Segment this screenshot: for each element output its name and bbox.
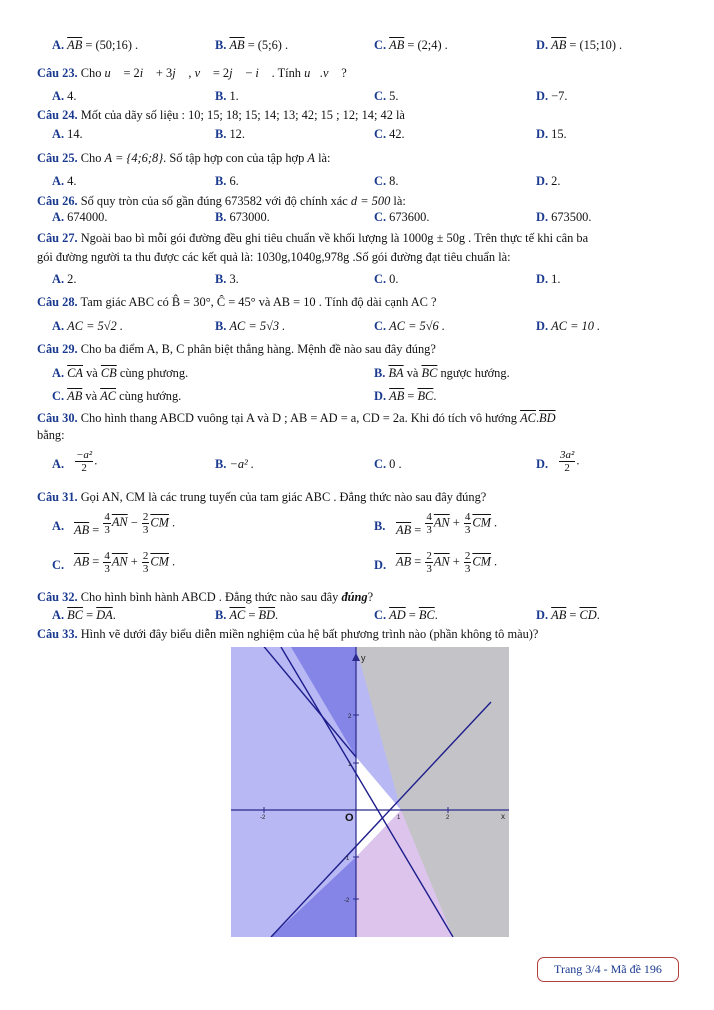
coef-den: 3	[464, 524, 471, 536]
q32-stem	[37, 590, 373, 605]
q23-option-c: 5.	[389, 89, 399, 103]
y-axis-label: y	[361, 653, 366, 663]
q22-b-vector: $\overline{AB}$	[229, 38, 245, 52]
q24-text: Mốt của dãy số liệu : 10; 15; 18; 15; 14; 13; 42; 15 ; 12; 14; 42 là	[80, 108, 405, 122]
coef-den: 3	[142, 563, 149, 575]
q28-option-b: AC = 5√3 .	[229, 319, 286, 333]
option-letter-d: D.	[536, 127, 549, 141]
q29-c-conj: và	[82, 389, 101, 403]
vec-ab: $\overline{AB}$	[74, 554, 90, 569]
option-letter-a: A.	[52, 519, 65, 533]
coef-frac	[425, 511, 433, 536]
coef-frac	[142, 550, 150, 575]
q22-b-value: = (5;6) .	[244, 38, 289, 52]
q31-options-ab	[52, 511, 692, 545]
q29-stem	[37, 342, 436, 357]
q24-option-b: 12.	[229, 127, 245, 141]
q23-option-d: −7.	[551, 89, 568, 103]
q23-vector-u: u⃗	[104, 66, 121, 80]
coef-frac	[103, 511, 111, 536]
question-label: Câu 23.	[37, 66, 78, 80]
option-letter-b: B.	[215, 608, 227, 622]
coef-den: 3	[104, 524, 110, 536]
q33-stem	[37, 627, 538, 642]
q27-text-line1: Ngoài bao bì mỗi gói đường đều ghi tiêu chuẩn về khối lượng là 1000g ± 50g . Trên thực tế khi cân ba	[80, 231, 589, 245]
coef-den: 3	[464, 563, 471, 575]
q25-option-d: 2.	[551, 174, 561, 188]
option-letter-a: A.	[52, 272, 65, 286]
q25-option-c: 8.	[389, 174, 399, 188]
x-axis-label: x	[501, 812, 505, 821]
question-label: Câu 25.	[37, 151, 78, 165]
option-letter-d: D.	[536, 89, 549, 103]
q31-option-a: $\overline{AB}$ = $\frac{4}{3}$ $\overline{AN}$ − $\frac{2}{3}$ $\overline{CM}$ .	[74, 511, 176, 538]
vec-an: $\overline{AN}$	[433, 515, 450, 530]
q22-d-vector: $\overline{AB}$	[551, 38, 567, 52]
q31-option-b: $\overline{AB}$ = $\frac{4}{3}$ $\overline{AN}$ + $\frac{4}{3}$ $\overline{CM}$ .	[396, 511, 498, 538]
q30-d-fraction	[559, 449, 575, 474]
option-letter-d: D.	[536, 457, 549, 471]
option-letter-a: A.	[52, 174, 65, 188]
q29-b-vec1: $\overline{BA}$	[388, 366, 404, 380]
question-label: Câu 30.	[37, 411, 78, 425]
q30-options: A. $\frac{\text{−a²}}{2}$ . B. −a² . C. 0 . D. $\frac{\text{3a²}}{2}$ .	[52, 449, 580, 474]
q22-a-value: = (50;16) .	[82, 38, 139, 52]
q27-option-c: 0.	[389, 272, 399, 286]
q30-option-c: 0 .	[389, 457, 402, 471]
q26-option-c: 673600.	[389, 210, 430, 224]
tick-label-y-2: 2	[348, 714, 352, 720]
q25-set: A = {4;6;8}	[104, 151, 164, 165]
option-letter-c: C.	[52, 389, 65, 403]
coef-num: 2	[426, 550, 432, 562]
question-label: Câu 24.	[37, 108, 78, 122]
q25-option-a: 4.	[67, 174, 77, 188]
q24-option-d: 15.	[551, 127, 567, 141]
q29-c-vec1: $\overline{AB}$	[67, 389, 83, 403]
q25-text: Cho	[80, 151, 102, 165]
tick-label-y-m1: -1	[344, 856, 350, 862]
q31-options-cd	[52, 550, 692, 584]
q31-option-c: $\overline{AB}$ = $\frac{4}{3}$ $\overline{AN}$ + $\frac{2}{3}$ $\overline{CM}$ .	[74, 550, 176, 575]
vec-an: $\overline{AN}$	[433, 554, 450, 569]
coef-num: 4	[104, 550, 110, 562]
q26-text-tail: là:	[393, 194, 406, 208]
q29-text: Cho ba điểm A, B, C phân biệt thẳng hàng. Mệnh đề nào sau đây đúng?	[80, 342, 436, 356]
option-letter-b: B.	[215, 272, 227, 286]
q29-a-vec1: $\overline{CA}$	[67, 366, 83, 380]
q32-b-vec2: $\overline{BD}$	[258, 608, 276, 622]
option-letter-b: B.	[374, 366, 386, 380]
q29-d-eq: =	[404, 389, 418, 403]
option-letter-b: B.	[215, 319, 227, 333]
q23-option-a: 4.	[67, 89, 77, 103]
q23-text-tail: . Tính	[271, 66, 301, 80]
q33-text: Hình vẽ dưới đây biểu diễn miền nghiệm của hệ bất phương trình nào (phần không tô màu)?	[80, 627, 539, 641]
option-letter-a: A.	[52, 89, 65, 103]
vec-ab: $\overline{AB}$	[396, 554, 412, 569]
q28-option-a: AC = 5√2 .	[67, 319, 123, 333]
q25-text-3: là:	[318, 151, 331, 165]
tick-label-x-m2: -2	[260, 815, 266, 821]
coef-frac	[103, 550, 111, 575]
q32-emphasis: đúng	[341, 590, 368, 604]
q23-text: Cho	[80, 66, 102, 80]
q27-option-a: 2.	[67, 272, 77, 286]
op-sign: −	[127, 515, 141, 530]
q29-d-vec1: $\overline{AB}$	[389, 389, 405, 403]
option-letter-b: B.	[215, 457, 227, 471]
coef-num: 4	[104, 511, 110, 523]
q25-option-b: 6.	[229, 174, 239, 188]
coef-num: 4	[464, 511, 471, 523]
option-letter-b: B.	[215, 210, 227, 224]
option-letter-d: D.	[374, 558, 387, 572]
coef-num: 2	[142, 511, 149, 523]
q32-d-vec2: $\overline{CD}$	[579, 608, 597, 622]
q26-option-a: 674000.	[67, 210, 108, 224]
q24-stem	[37, 108, 405, 123]
q25-set-name: A	[307, 151, 315, 165]
origin-label: O	[345, 812, 354, 824]
option-letter-c: C.	[374, 210, 387, 224]
q25-stem	[37, 151, 330, 166]
tick-label-x-2: 2	[446, 815, 450, 821]
q29-b-text: ngược hướng.	[437, 366, 510, 380]
q28-text: Tam giác ABC có B̂ = 30°, Ĉ = 45° và AB = 10 . Tính độ dài cạnh AC ?	[80, 295, 437, 309]
option-letter-a: A.	[52, 38, 65, 52]
q30-d-num: 3a²	[560, 449, 575, 461]
q30-vector-ac: $\overline{AC}$	[520, 411, 536, 425]
option-letter-c: C.	[374, 127, 387, 141]
page-footer-badge: Trang 3/4 - Mã đề 196	[537, 957, 679, 982]
coef-num: 2	[142, 550, 149, 562]
coef-den: 3	[426, 563, 432, 575]
option-letter-a: A.	[52, 366, 65, 380]
option-letter-c: C.	[374, 319, 387, 333]
q26-stem	[37, 194, 406, 209]
q26-text: Số quy tròn của số gần đúng 673582 với độ chính xác	[80, 194, 348, 208]
option-letter-c: C.	[374, 89, 387, 103]
option-letter-b: B.	[374, 519, 386, 533]
option-letter-c: C.	[374, 174, 387, 188]
q22-d-value: = (15;10) .	[566, 38, 623, 52]
q23-product: u⃗.v⃗	[304, 66, 339, 80]
eq-sign: =	[89, 554, 103, 569]
coef-num: 2	[464, 550, 471, 562]
option-letter-a: A.	[52, 319, 65, 333]
option-letter-b: B.	[215, 174, 227, 188]
question-label: Câu 26.	[37, 194, 78, 208]
vec-ab: $\overline{AB}$	[74, 523, 90, 538]
q30-stem	[37, 411, 556, 426]
q27-option-d: 1.	[551, 272, 561, 286]
option-letter-d: D.	[536, 210, 549, 224]
q31-stem	[37, 490, 486, 505]
q32-c-vec2: $\overline{BC}$	[418, 608, 435, 622]
vec-ab: $\overline{AB}$	[396, 523, 412, 538]
q30-option-b: −a² .	[229, 457, 254, 471]
q26-option-b: 673000.	[229, 210, 270, 224]
option-letter-a: A.	[52, 210, 65, 224]
option-letter-b: B.	[215, 38, 227, 52]
eq-sign: =	[411, 523, 425, 538]
eq-sign: =	[89, 523, 103, 538]
q31-option-d: $\overline{AB}$ = $\frac{2}{3}$ $\overline{AN}$ + $\frac{2}{3}$ $\overline{CM}$ .	[396, 550, 498, 575]
q29-b-conj: và	[403, 366, 422, 380]
option-letter-b: B.	[215, 89, 227, 103]
q29-d-text: .	[433, 389, 437, 403]
q22-c-vector: $\overline{AB}$	[389, 38, 405, 52]
q28-option-d: AC = 10 .	[551, 319, 601, 333]
question-label: Câu 28.	[37, 295, 78, 309]
option-letter-d: D.	[536, 608, 549, 622]
vec-an: $\overline{AN}$	[111, 515, 128, 530]
q32-b-vec1: $\overline{AC}$	[229, 608, 246, 622]
vec-cm: $\overline{CM}$	[150, 554, 169, 569]
option-letter-c: C.	[374, 38, 387, 52]
q29-a-vec2: $\overline{CB}$	[100, 366, 117, 380]
eq-sign: =	[411, 554, 425, 569]
option-letter-a: A.	[52, 457, 65, 471]
graph-svg	[231, 647, 509, 937]
option-letter-c: C.	[52, 558, 65, 572]
q27-stem	[37, 231, 588, 246]
option-letter-c: C.	[374, 457, 387, 471]
q32-a-vec1: $\overline{BC}$	[67, 608, 83, 622]
q32-d-vec1: $\overline{AB}$	[551, 608, 567, 622]
q30-vector-bd: $\overline{BD}$	[539, 411, 556, 425]
option-letter-a: A.	[52, 127, 65, 141]
op-sign: +	[449, 515, 463, 530]
question-label: Câu 32.	[37, 590, 78, 604]
question-label: Câu 33.	[37, 627, 78, 641]
q29-a-conj: và	[83, 366, 101, 380]
q32-text: Cho hình bình hành ABCD . Đẳng thức nào sau đây	[80, 590, 339, 604]
coef-frac	[464, 511, 472, 536]
q23-stem: Câu 23. Cho u⃗ = 2i⃗ + 3j⃗ , v⃗ = 2j⃗ − i⃗ . Tính u⃗.v⃗ ?	[37, 66, 347, 80]
question-label: Câu 29.	[37, 342, 78, 356]
q30-a-den: 2	[81, 462, 87, 474]
coef-den: 3	[104, 563, 110, 575]
q29-a-text: cùng phương.	[116, 366, 189, 380]
q32-text-2: ?	[367, 590, 374, 604]
q30-a-fraction	[75, 449, 93, 474]
option-letter-c: C.	[374, 608, 387, 622]
tick-label-y-m2: -2	[344, 898, 350, 904]
coef-frac	[464, 550, 472, 575]
q30-a-num: −a²	[76, 449, 93, 461]
q26-precision: d = 500	[350, 194, 391, 208]
q27-stem-2	[37, 250, 511, 265]
option-letter-a: A.	[52, 608, 65, 622]
vec-an: $\overline{AN}$	[111, 554, 128, 569]
option-letter-d: D.	[536, 174, 549, 188]
option-letter-d: D.	[536, 272, 549, 286]
q31-text: Gọi AN, CM là các trung tuyến của tam giác ABC . Đẳng thức nào sau đây đúng?	[80, 490, 487, 504]
op-sign: +	[127, 554, 141, 569]
coef-den: 3	[426, 524, 432, 536]
q27-option-b: 3.	[229, 272, 239, 286]
inequality-region-graph	[231, 647, 509, 937]
coef-num: 4	[426, 511, 432, 523]
q28-stem	[37, 295, 437, 310]
question-label: Câu 31.	[37, 490, 78, 504]
q29-b-vec2: $\overline{BC}$	[421, 366, 438, 380]
q29-c-vec2: $\overline{AC}$	[100, 389, 117, 403]
op-sign: +	[449, 554, 463, 569]
q29-d-vec2: $\overline{BC}$	[417, 389, 434, 403]
option-letter-d: D.	[536, 319, 549, 333]
coef-frac	[142, 511, 150, 536]
q27-text-line2: gói đường người ta thu được các kết quả là: 1030g,1040g,978g .Số gói đường đạt tiêu chuẩn là:	[37, 250, 511, 264]
q25-text-2: . Số tập hợp con của tập hợp	[163, 151, 305, 165]
tick-label-x-1: 1	[397, 815, 401, 821]
q30-d-den: 2	[564, 462, 570, 474]
q30-dot: .	[535, 411, 540, 425]
q26-option-d: 673500.	[551, 210, 592, 224]
option-letter-d: D.	[374, 389, 387, 403]
tick-label-y-1: 1	[348, 762, 352, 768]
question-label: Câu 27.	[37, 231, 78, 245]
vec-cm: $\overline{CM}$	[150, 515, 169, 530]
q30-text-line2: bằng:	[37, 428, 65, 442]
q22-c-value: = (2;4) .	[404, 38, 448, 52]
q24-option-a: 14.	[67, 127, 83, 141]
q29-c-text: cùng hướng.	[116, 389, 182, 403]
vec-cm: $\overline{CM}$	[472, 515, 491, 530]
option-letter-c: C.	[374, 272, 387, 286]
option-letter-b: B.	[215, 127, 227, 141]
q32-a-vec2: $\overline{DA}$	[96, 608, 113, 622]
option-letter-d: D.	[536, 38, 549, 52]
q28-option-c: AC = 5√6 .	[389, 319, 445, 333]
q32-c-vec1: $\overline{AD}$	[389, 608, 406, 622]
q23-option-b: 1.	[229, 89, 239, 103]
q22-a-vector: $\overline{AB}$	[67, 38, 83, 52]
q30-stem-2	[37, 428, 65, 443]
vec-cm: $\overline{CM}$	[472, 554, 491, 569]
coef-frac	[425, 550, 433, 575]
coef-den: 3	[142, 524, 149, 536]
q30-text: Cho hình thang ABCD vuông tại A và D ; AB = AD = a, CD = 2a. Khi đó tích vô hướng	[80, 411, 517, 425]
q24-option-c: 42.	[389, 127, 405, 141]
